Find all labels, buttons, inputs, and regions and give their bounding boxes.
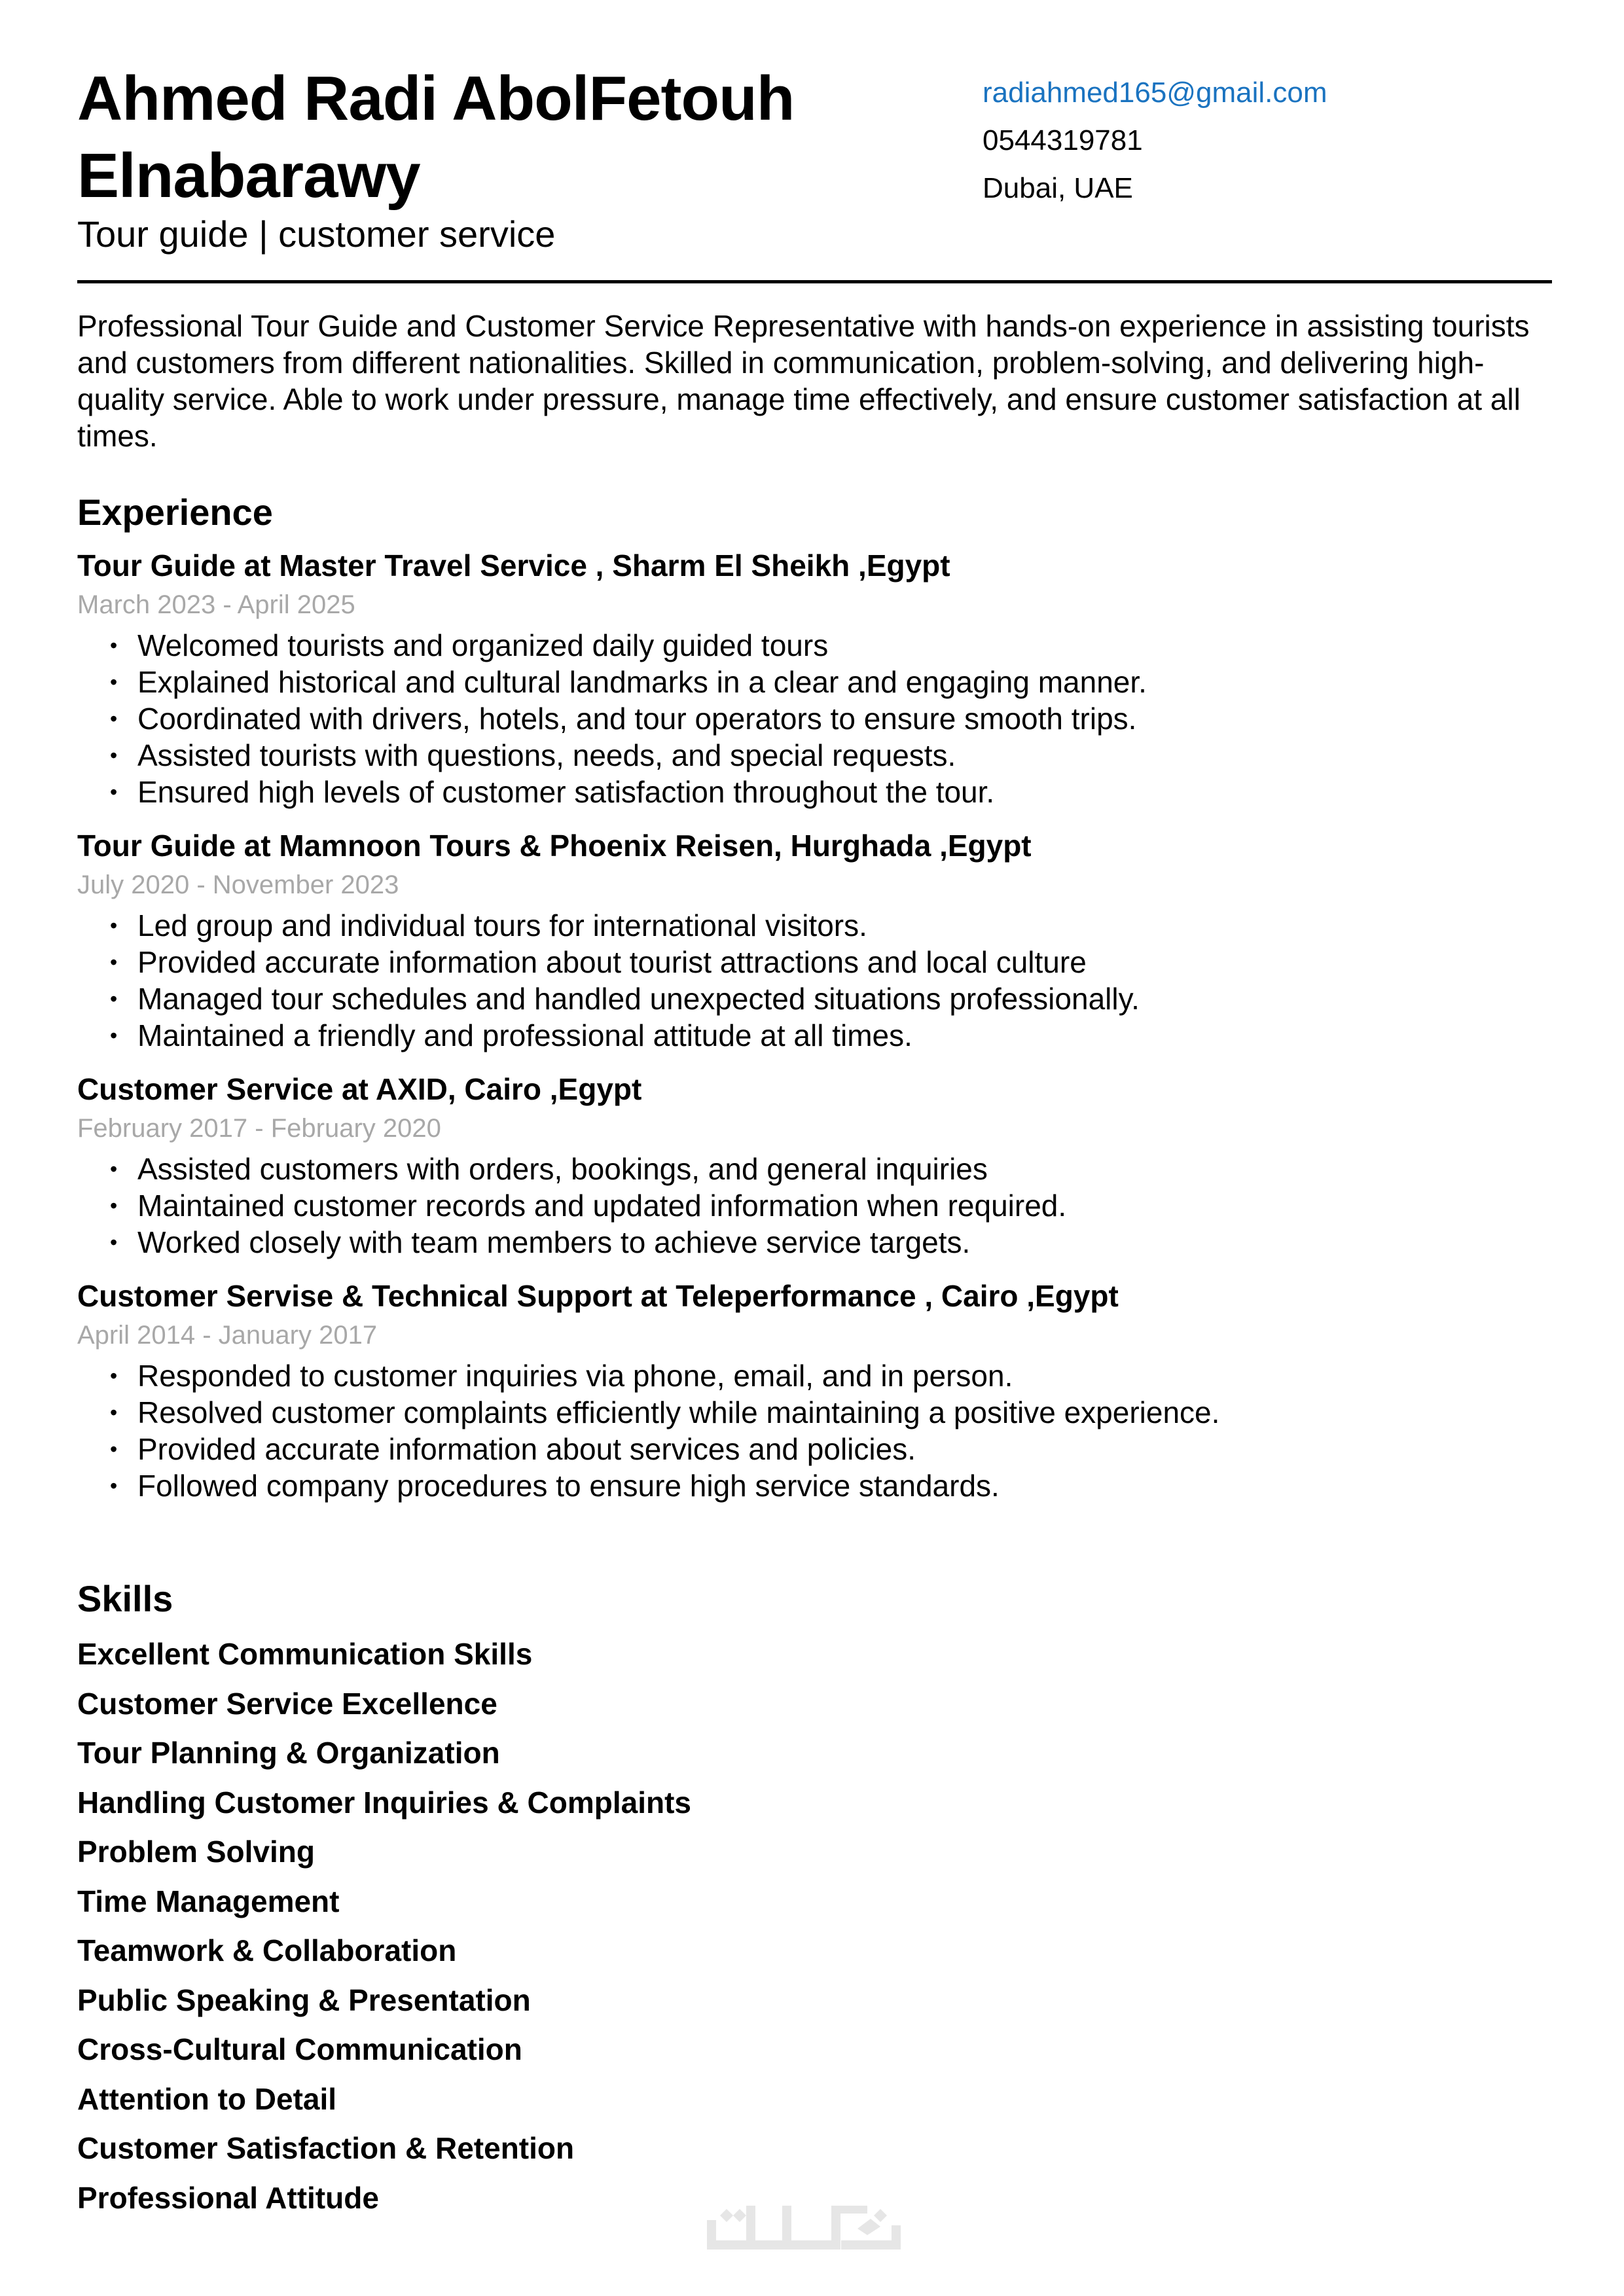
phone-number: 0544319781	[983, 124, 1143, 156]
responsibility-item	[77, 1224, 1552, 1261]
skill-item: Customer Service Excellence	[77, 1686, 497, 1721]
responsibility-text: Maintained a friendly and professional attitude at all times.	[137, 1018, 912, 1052]
bullet-icon: •	[110, 634, 118, 657]
job-entry	[77, 1276, 1552, 1504]
skill-item: Tour Planning & Organization	[77, 1736, 500, 1770]
responsibility-text: Explained historical and cultural landmarks in a clear and engaging manner.	[137, 665, 1147, 699]
skill-item: Excellent Communication Skills	[77, 1637, 533, 1671]
responsibility-text: Coordinated with drivers, hotels, and tour operators to ensure smooth trips.	[137, 702, 1137, 736]
skills-section	[77, 1577, 1552, 2223]
responsibility-item	[77, 1394, 1552, 1431]
job-entry	[77, 826, 1552, 1054]
experience-heading: Experience	[77, 492, 273, 533]
skill-item: Attention to Detail	[77, 2081, 337, 2116]
job-title: Tour Guide at Mamnoon Tours & Phoenix Reisen, Hurghada ,Egypt	[77, 829, 1032, 863]
job-dates: April 2014 - January 2017	[77, 1321, 378, 1350]
job-entry	[77, 1069, 1552, 1261]
responsibility-item	[77, 627, 1552, 664]
job-title: Customer Service at AXID, Cairo ,Egypt	[77, 1072, 642, 1106]
name-line-2: Elnabarawy	[77, 141, 420, 211]
responsibility-text: Provided accurate information about tourist attractions and local culture	[137, 945, 1087, 979]
job-dates: March 2023 - April 2025	[77, 590, 355, 619]
bullet-icon: •	[110, 1194, 118, 1217]
job-title: Tour Guide at Master Travel Service , Sharm El Sheikh ,Egypt	[77, 548, 950, 583]
responsibility-text: Welcomed tourists and organized daily guided tours	[137, 628, 829, 662]
responsibility-item	[77, 1187, 1552, 1224]
responsibility-item	[77, 907, 1552, 944]
responsibility-item	[77, 1017, 1552, 1054]
professional-summary: Professional Tour Guide and Customer Service Representative with hands-on experience in assisting tourists and customers from different nationalities. Skilled in communication, problem-solving, and delivering high-quality service. Able to work under pressure, manage time effectively, and ensure customer satisfaction at all times.	[77, 309, 1530, 453]
responsibility-text: Provided accurate information about services and policies.	[137, 1432, 916, 1466]
responsibility-text: Led group and individual tours for international visitors.	[137, 908, 867, 942]
responsibility-item	[77, 700, 1552, 737]
responsibility-text: Ensured high levels of customer satisfaction throughout the tour.	[137, 775, 995, 809]
responsibility-item	[77, 944, 1552, 980]
responsibility-item	[77, 1151, 1552, 1187]
skill-item: Teamwork & Collaboration	[77, 1933, 457, 1967]
responsibility-text: Assisted tourists with questions, needs, and special requests.	[137, 738, 956, 772]
bullet-icon: •	[110, 950, 118, 974]
skill-item: Customer Satisfaction & Retention	[77, 2131, 575, 2165]
experience-section	[77, 491, 1552, 1520]
location: Dubai, UAE	[983, 172, 1133, 204]
skills-heading: Skills	[77, 1578, 173, 1619]
email-link[interactable]: radiahmed165@gmail.com	[983, 77, 1327, 109]
job-dates: February 2017 - February 2020	[77, 1114, 441, 1143]
bullet-icon: •	[110, 914, 118, 937]
skill-item: Professional Attitude	[77, 2180, 379, 2215]
skill-item: Handling Customer Inquiries & Complaints	[77, 1785, 691, 1820]
skill-list	[77, 1630, 1552, 2223]
job-title: Customer Servise & Technical Support at Teleperformance , Cairo ,Egypt	[77, 1279, 1119, 1313]
responsibility-item	[77, 1357, 1552, 1394]
bullet-icon: •	[110, 1437, 118, 1461]
name-line-1: Ahmed Radi AbolFetouh	[77, 63, 795, 134]
responsibility-item	[77, 774, 1552, 810]
job-responsibilities	[77, 627, 1552, 810]
bullet-icon: •	[110, 1474, 118, 1498]
bullet-icon: •	[110, 780, 118, 804]
bullet-icon: •	[110, 1024, 118, 1047]
job-responsibilities	[77, 1151, 1552, 1261]
skill-item: Problem Solving	[77, 1835, 315, 1869]
khamsat-logo-icon	[707, 2206, 923, 2265]
candidate-name	[77, 60, 961, 215]
responsibility-item	[77, 1467, 1552, 1504]
responsibility-text: Resolved customer complaints efficiently while maintaining a positive experience.	[137, 1395, 1220, 1429]
responsibility-item	[77, 664, 1552, 700]
resume-page	[77, 0, 1552, 2215]
khamsat-watermark-icon	[707, 2206, 923, 2265]
job-responsibilities	[77, 907, 1552, 1054]
candidate-headline: Tour guide | customer service	[77, 213, 556, 255]
bullet-icon: •	[110, 707, 118, 730]
job-dates: July 2020 - November 2023	[77, 870, 399, 899]
responsibility-text: Maintained customer records and updated information when required.	[137, 1189, 1067, 1223]
responsibility-item	[77, 1431, 1552, 1467]
skill-item: Public Speaking & Presentation	[77, 1982, 531, 2017]
resume-header	[77, 0, 1552, 288]
responsibility-text: Responded to customer inquiries via phone, email, and in person.	[137, 1359, 1013, 1393]
skill-item: Time Management	[77, 1884, 340, 1918]
bullet-icon: •	[110, 987, 118, 1011]
responsibility-item	[77, 980, 1552, 1017]
job-list	[77, 546, 1552, 1504]
job-entry	[77, 546, 1552, 810]
responsibility-text: Assisted customers with orders, bookings, and general inquiries	[137, 1152, 988, 1186]
responsibility-text: Followed company procedures to ensure high service standards.	[137, 1469, 1000, 1503]
bullet-icon: •	[110, 1364, 118, 1388]
bullet-icon: •	[110, 670, 118, 694]
responsibility-item	[77, 737, 1552, 774]
contact-info	[983, 69, 1327, 212]
responsibility-text: Managed tour schedules and handled unexpected situations professionally.	[137, 982, 1140, 1016]
bullet-icon: •	[110, 1401, 118, 1424]
responsibility-text: Worked closely with team members to achieve service targets.	[137, 1225, 971, 1259]
bullet-icon: •	[110, 744, 118, 767]
header-divider	[77, 280, 1552, 283]
job-responsibilities	[77, 1357, 1552, 1504]
bullet-icon: •	[110, 1230, 118, 1254]
bullet-icon: •	[110, 1157, 118, 1181]
skill-item: Cross-Cultural Communication	[77, 2032, 522, 2066]
